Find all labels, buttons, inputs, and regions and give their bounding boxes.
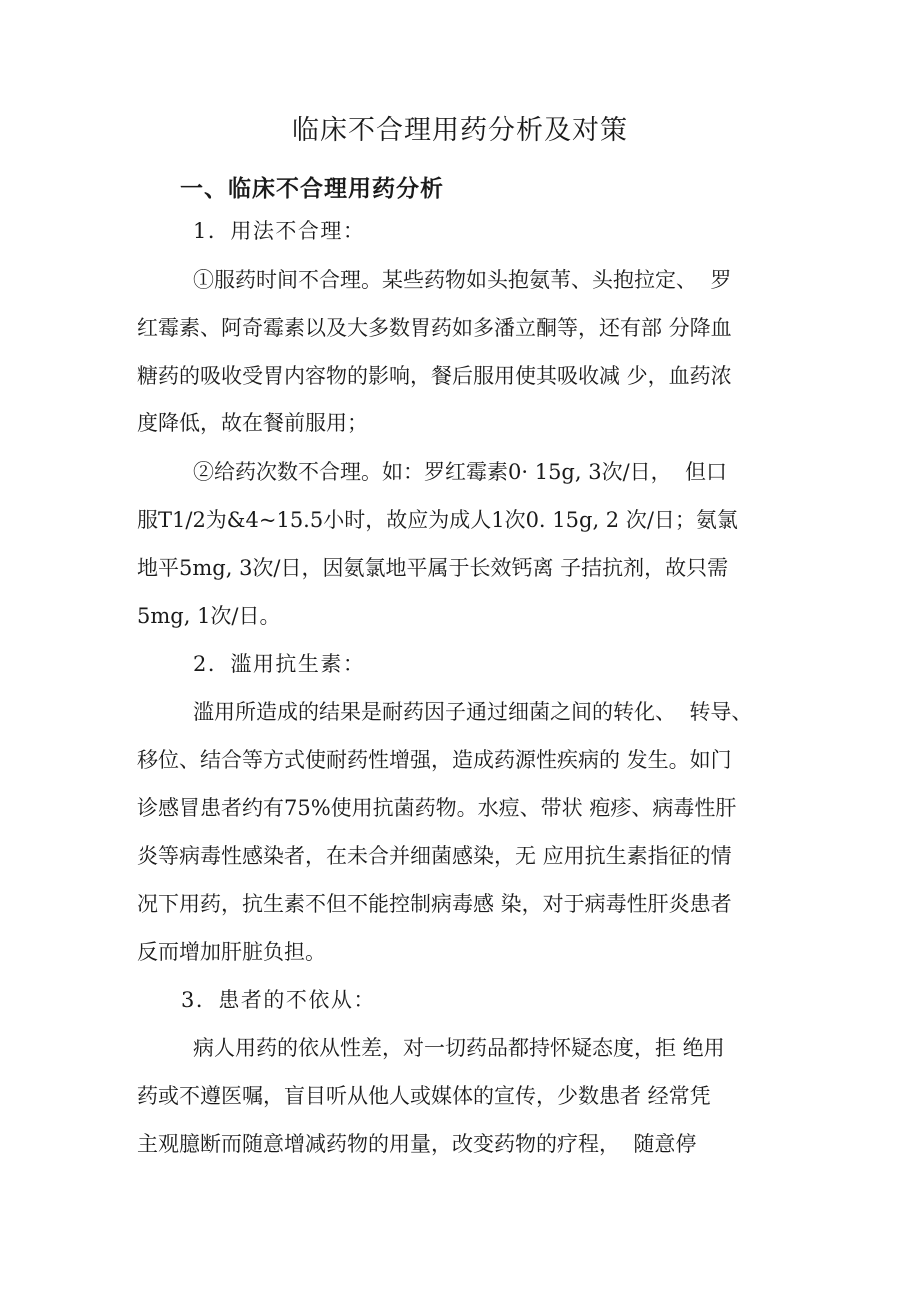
paragraph-line: 药或不遵医嘱，盲目听从他人或媒体的宣传，少数患者 经常凭 (137, 1084, 711, 1108)
paragraph-line: 红霉素、阿奇霉素以及大多数胃药如多潘立酮等，还有部 分降血 (137, 316, 732, 340)
paragraph-line: ②给药次数不合理。如：罗红霉素0· 15g, 3次/日， 但口 (193, 460, 728, 484)
paragraph-line: 糖药的吸收受胃内容物的影响，餐后服用使其吸收减 少，血药浓 (137, 364, 732, 388)
paragraph-line: 反而增加肝脏负担。 (137, 940, 326, 964)
paragraph-line: 病人用药的依从性差，对一切药品都持怀疑态度，拒 绝用 (193, 1036, 725, 1060)
paragraph-line: 服T1/2为&4~15.5小时，故应为成人1次0. 15g, 2 次/日；氨氯 (137, 508, 738, 532)
subheading-antibiotics: 2．滥用抗生素： (193, 652, 366, 676)
paragraph-line: 炎等病毒性感染者，在未合并细菌感染，无 应用抗生素指征的情 (137, 844, 732, 868)
subheading-usage: 1．用法不合理： (193, 219, 366, 243)
document-title: 临床不合理用药分析及对策 (292, 115, 628, 146)
paragraph-line: 5mg, 1次/日。 (137, 604, 281, 628)
paragraph-line: 度降低，故在餐前服用； (137, 411, 368, 435)
paragraph-line: 况下用药，抗生素不但不能控制病毒感 染，对于病毒性肝炎患者 (137, 892, 732, 916)
paragraph-line: ①服药时间不合理。某些药物如头抱氨苇、头抱拉定、 罗 (193, 268, 732, 292)
paragraph-line: 诊感冒患者约有75%使用抗菌药物。水痘、带状 疱疹、病毒性肝 (137, 796, 737, 820)
paragraph-line: 地平5mg, 3次/日，因氨氯地平属于长效钙离 子拮抗剂，故只需 (137, 556, 729, 580)
paragraph-line: 移位、结合等方式使耐药性增强，造成药源性疾病的 发生。如门 (137, 748, 732, 772)
paragraph-line: 滥用所造成的结果是耐药因子通过细菌之间的转化、 转导、 (193, 700, 753, 724)
subheading-noncompliance: 3．患者的不依从： (181, 988, 376, 1012)
paragraph-line: 主观臆断而随意增减药物的用量，改变药物的疗程， 随意停 (137, 1132, 697, 1156)
section-heading: 一、临床不合理用药分析 (180, 176, 444, 202)
